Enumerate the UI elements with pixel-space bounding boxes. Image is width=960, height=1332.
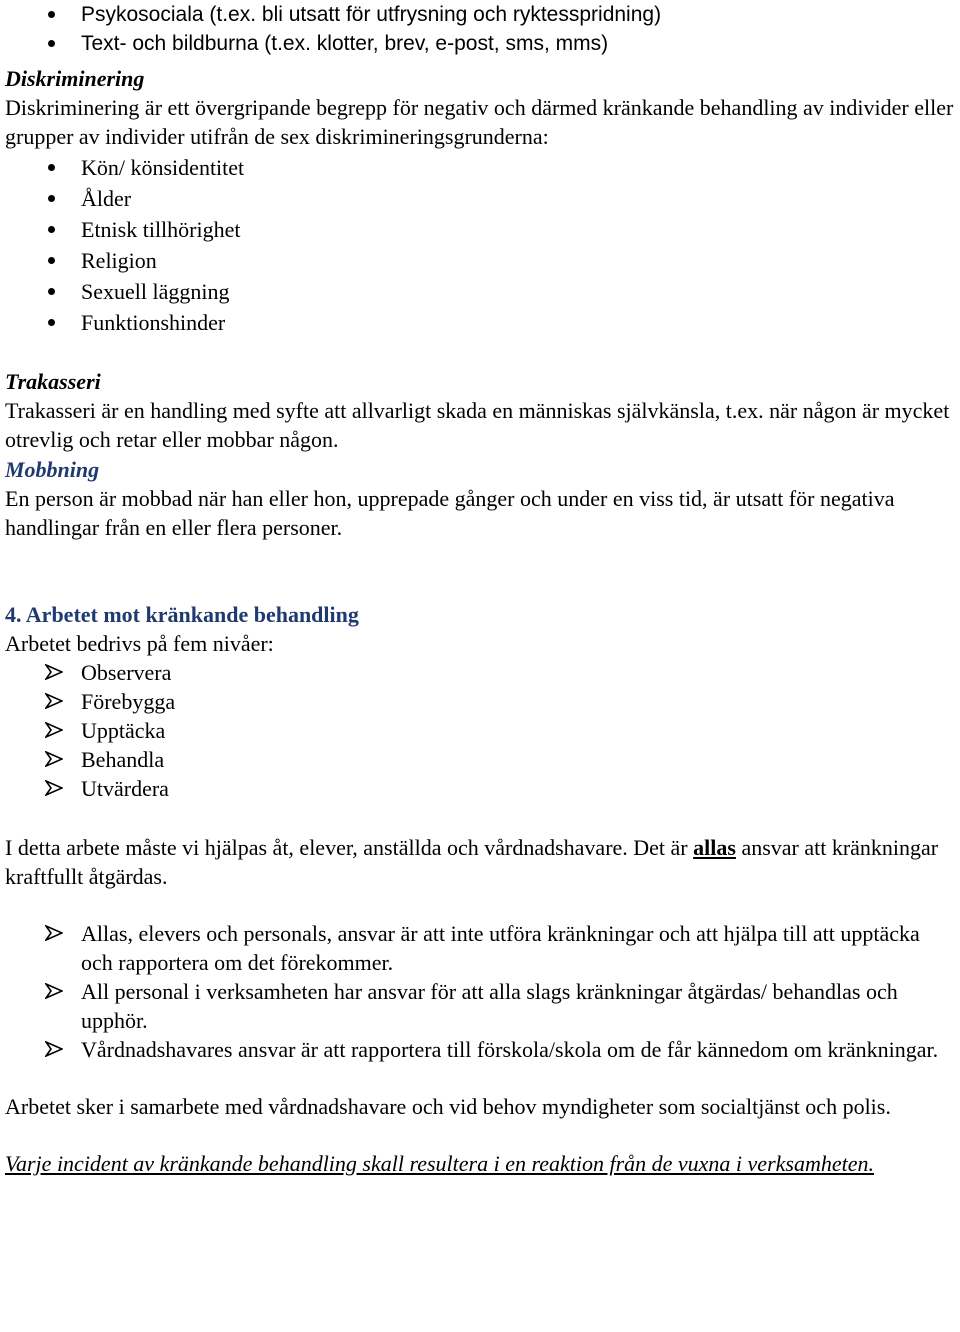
mobbning-heading: Mobbning [5, 457, 100, 482]
bullet-icon [48, 11, 55, 18]
arrow-bullet-icon [45, 780, 63, 796]
closing-statement: Varje incident av kränkande behandling skall resultera i en reaktion från de vuxna i verksamheten. [5, 1151, 874, 1176]
mobbning-text: En person är mobbad när han eller hon, upprepade gånger och under en viss tid, är utsatt för negativa handlingar från en eller flera personer. [5, 486, 895, 540]
harassment-types-list [5, 0, 955, 58]
bullet-icon [48, 319, 55, 326]
arrow-bullet-icon [45, 751, 63, 767]
list-item: Psykosociala (t.ex. bli utsatt för utfrysning och ryktesspridning) [5, 0, 955, 29]
list-item: Religion [5, 246, 955, 277]
arrow-bullet-icon [45, 925, 63, 941]
document-page [5, 0, 955, 1178]
emphasis-allas: allas [693, 835, 736, 860]
list-item: Utvärdera [5, 774, 955, 803]
arrow-bullet-icon [45, 693, 63, 709]
list-item: Kön/ könsidentitet [5, 153, 955, 184]
shared-responsibility-text: I detta arbete måste vi hjälpas åt, elever, anställda och vårdnadshavare. Det är allas ansvar att kränkningar kraftfullt åtgärdas. [5, 835, 939, 889]
cooperation-text: Arbetet sker i samarbete med vårdnadshavare och vid behov myndigheter som socialtjänst och polis. [5, 1094, 891, 1119]
diskriminering-text: Diskriminering är ett övergripande begrepp för negativ och därmed kränkande behandling av individer eller grupper av individer utifrån de sex diskrimineringsgrunderna: [5, 95, 954, 149]
arrow-bullet-icon [45, 1041, 63, 1057]
list-item: Vårdnadshavares ansvar är att rapportera till förskola/skola om de får kännedom om kränkningar. [5, 1035, 955, 1064]
list-item: Funktionshinder [5, 308, 955, 339]
list-item: Allas, elevers och personals, ansvar är att inte utföra kränkningar och att hjälpa till att upptäcka och rapportera om det förekommer. [5, 919, 955, 977]
bullet-icon [48, 164, 55, 171]
arrow-bullet-icon [45, 722, 63, 738]
list-item: Upptäcka [5, 716, 955, 745]
bullet-icon [48, 288, 55, 295]
list-item: Ålder [5, 184, 955, 215]
section-4-intro: Arbetet bedrivs på fem nivåer: [5, 631, 274, 656]
section-4-heading: 4. Arbetet mot kränkande behandling [5, 602, 359, 627]
bullet-icon [48, 40, 55, 47]
responsibilities-list [5, 919, 955, 1064]
arrow-bullet-icon [45, 664, 63, 680]
diskriminering-heading: Diskriminering [5, 66, 145, 91]
bullet-icon [48, 226, 55, 233]
trakasseri-heading: Trakasseri [5, 369, 101, 394]
list-item: Observera [5, 658, 955, 687]
list-item: Etnisk tillhörighet [5, 215, 955, 246]
trakasseri-text: Trakasseri är en handling med syfte att allvarligt skada en människas självkänsla, t.ex. när någon är mycket otrevlig och retar eller mobbar någon. [5, 398, 950, 452]
work-levels-list [5, 658, 955, 803]
arrow-bullet-icon [45, 983, 63, 999]
list-item: Behandla [5, 745, 955, 774]
discrimination-grounds-list [5, 153, 955, 339]
list-item: All personal i verksamheten har ansvar för att alla slags kränkningar åtgärdas/ behandlas och upphör. [5, 977, 955, 1035]
bullet-icon [48, 257, 55, 264]
list-item: Förebygga [5, 687, 955, 716]
list-item: Sexuell läggning [5, 277, 955, 308]
bullet-icon [48, 195, 55, 202]
list-item: Text- och bildburna (t.ex. klotter, brev, e-post, sms, mms) [5, 29, 955, 58]
